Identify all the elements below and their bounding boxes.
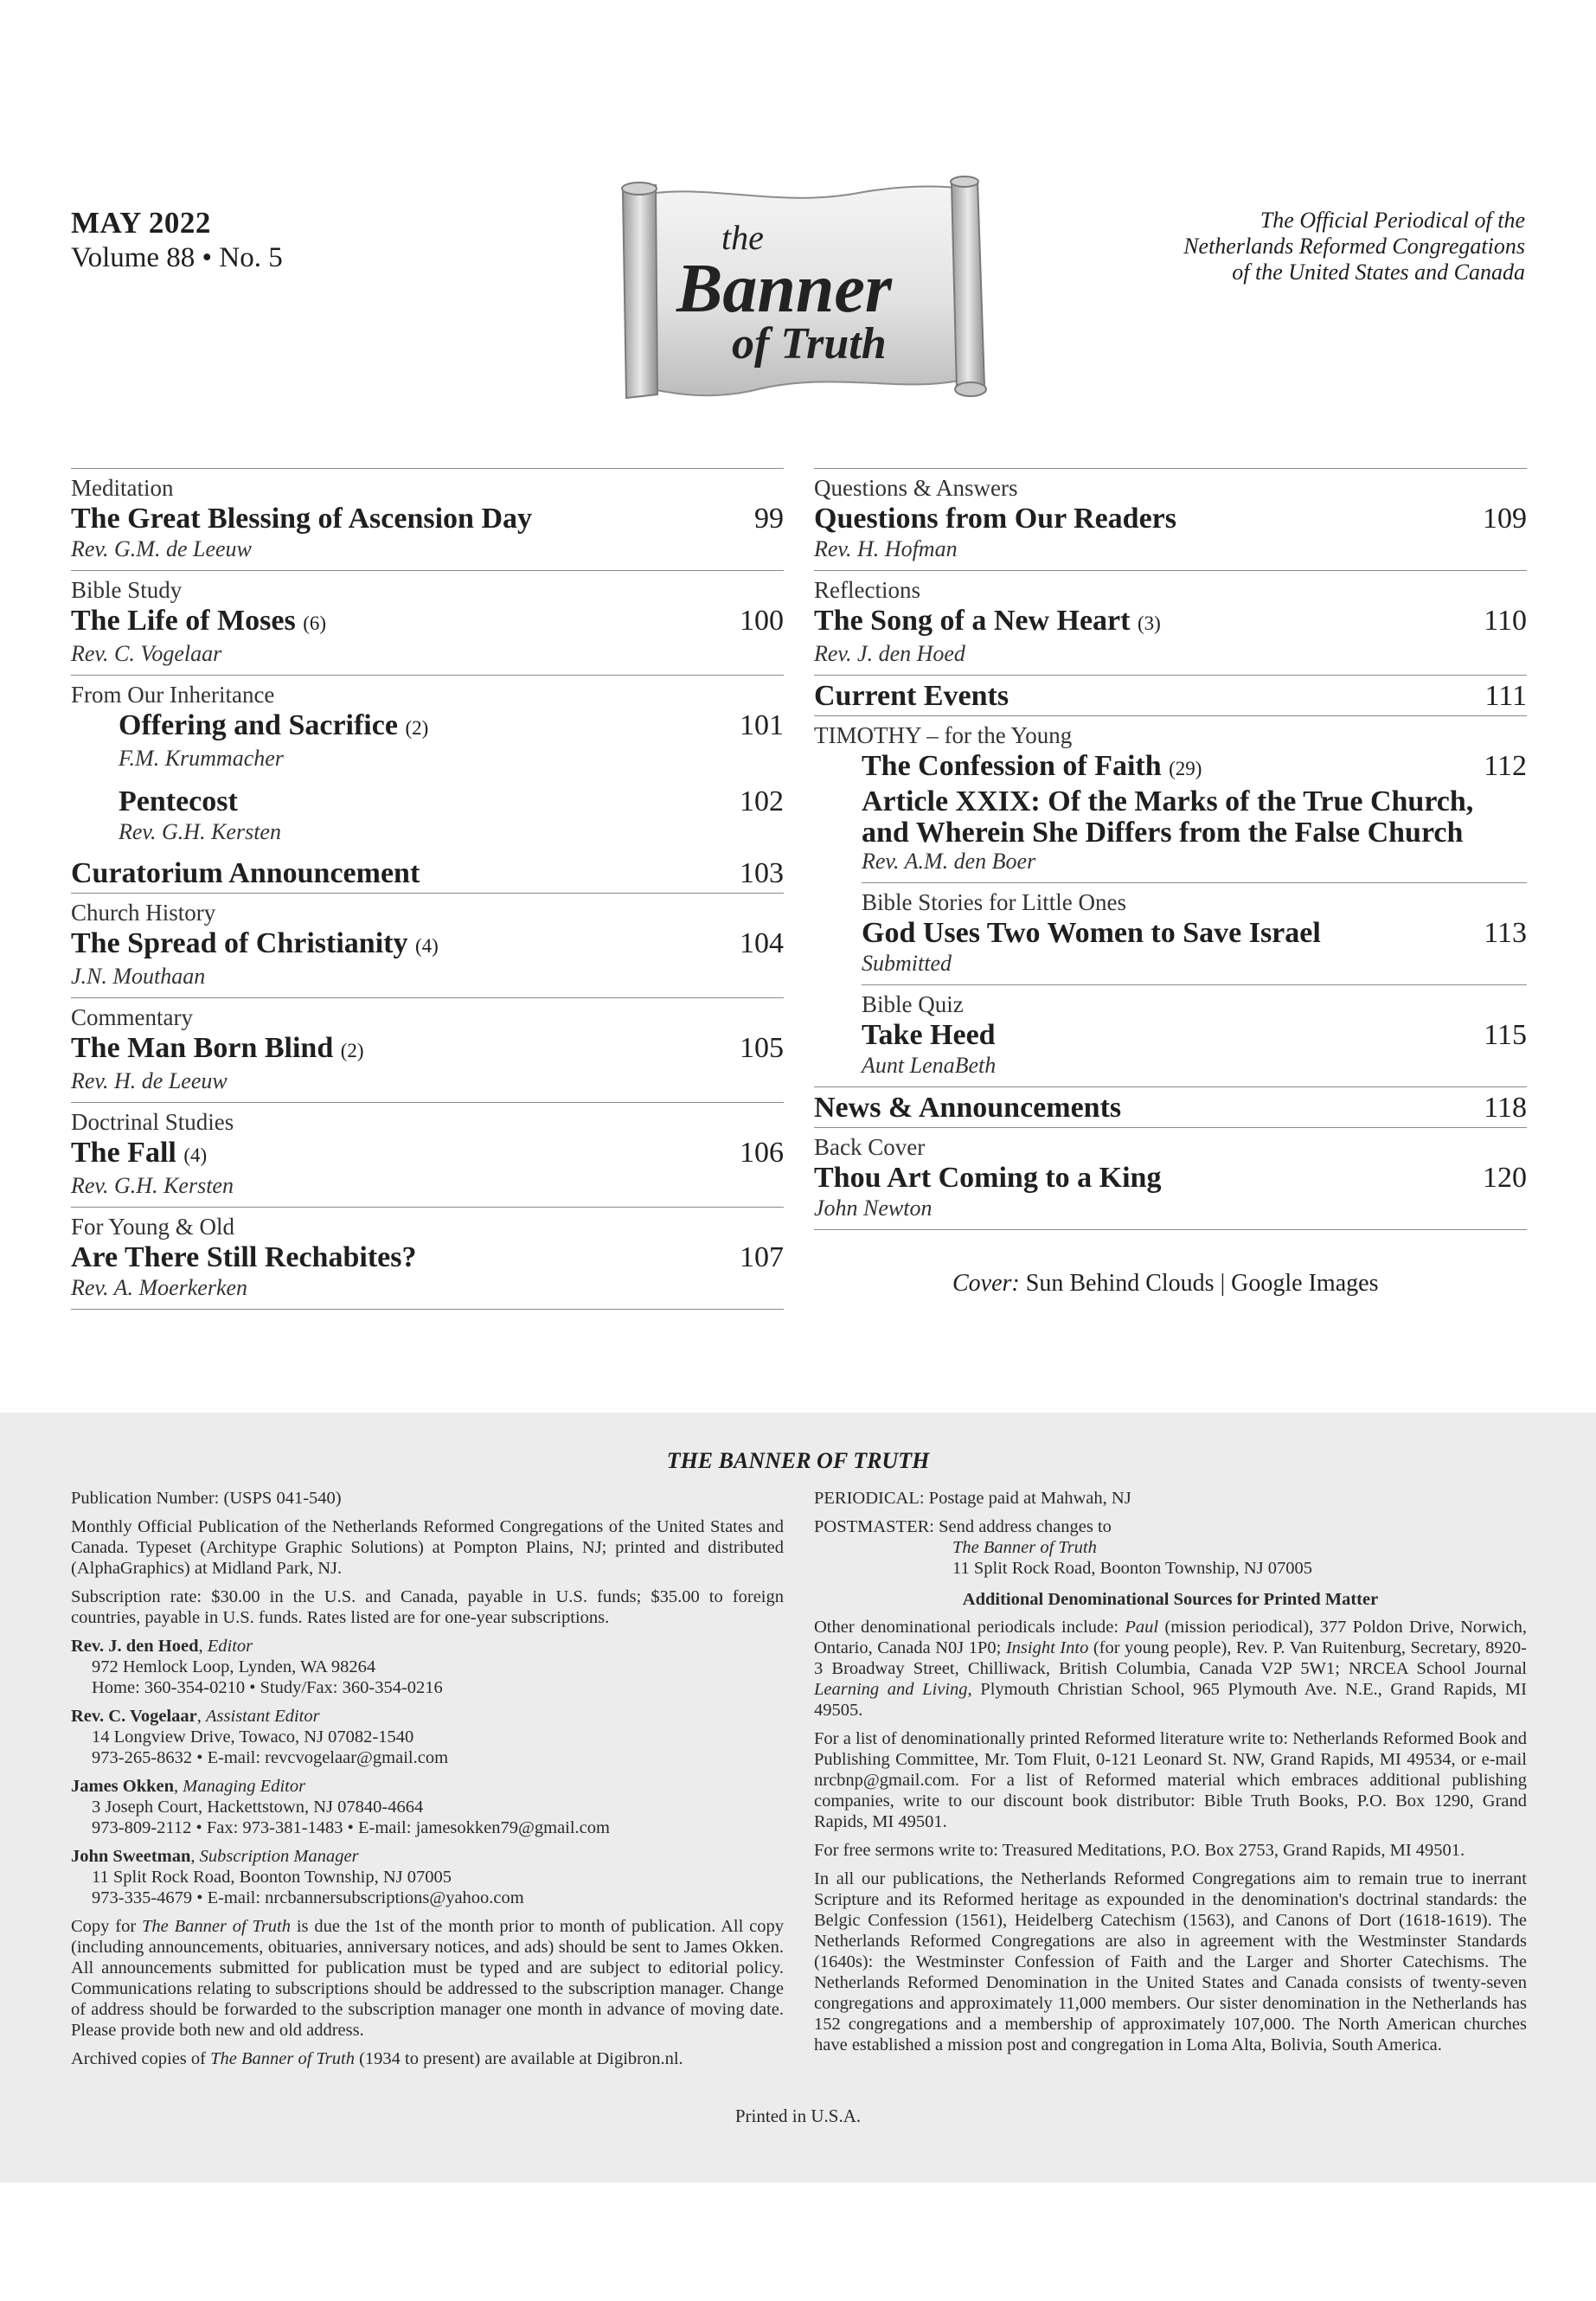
- toc-title[interactable]: Are There Still Rechabites?: [71, 1241, 417, 1273]
- staff-managing-editor: James Okken, Managing Editor 3 Joseph Court, Hackettstown, NJ 07840-4664 973-809-2112 • Fax: 973-381-1483 • E-mail: jamesokken79@gmail.com: [71, 1776, 784, 1838]
- toc-author: John Newton: [814, 1195, 933, 1221]
- postmaster-name: The Banner of Truth: [952, 1538, 1097, 1557]
- sources-paragraph: Other denominational periodicals include: Paul (mission periodical), 377 Poldon Drive, Norwich, Ontario, Canada N0J 1P0; Insight Into (for young people), Rev. P. Van Ruitenburg, Secretary, 8920-3 Broadway Street, Chilliwack, British Columbia, Canada V2P 5W1; NRCEA School Journal Learning and Living, Plymouth Christian School, 965 Plymouth Ave. N.E., Grand Rapids, MI 49505.: [814, 1618, 1527, 1720]
- banner-of-truth-logo: [604, 175, 995, 408]
- sources-heading: Additional Denominational Sources for Printed Matter: [962, 1590, 1379, 1609]
- toc-author: Rev. G.M. de Leeuw: [71, 536, 252, 561]
- toc-entry[interactable]: [71, 675, 784, 779]
- toc-entry[interactable]: [814, 715, 1527, 882]
- toc-page: 120: [1483, 1162, 1527, 1194]
- toc-entry[interactable]: [862, 882, 1527, 984]
- staff-contact: Home: 360-354-0210 • Study/Fax: 360-354-0216: [92, 1678, 443, 1697]
- staff-editor: Rev. J. den Hoed, Editor 972 Hemlock Loop, Lynden, WA 98264 Home: 360-354-0210 • Study/Fax: 360-354-0216: [71, 1636, 784, 1698]
- toc-category: Doctrinal Studies: [71, 1109, 234, 1135]
- toc-author: Aunt LenaBeth: [862, 1053, 997, 1078]
- toc-page: 100: [740, 605, 784, 637]
- toc-page: 112: [1484, 750, 1527, 782]
- toc-page: 111: [1484, 680, 1527, 712]
- toc-category: Bible Quiz: [862, 991, 964, 1017]
- toc-title[interactable]: Questions from Our Readers: [814, 503, 1177, 535]
- toc-part: (4): [414, 935, 439, 957]
- logo-text-banner: Banner: [676, 251, 892, 327]
- staff-address: 3 Joseph Court, Hackettstown, NJ 07840-4664: [92, 1798, 424, 1817]
- toc-category: TIMOTHY – for the Young: [814, 722, 1073, 748]
- toc-category: Commentary: [71, 1004, 193, 1030]
- toc-entry[interactable]: [814, 1127, 1527, 1230]
- postmaster-address: 11 Split Rock Road, Boonton Township, NJ 07005: [952, 1559, 1312, 1578]
- printed-in-usa: Printed in U.S.A.: [734, 2106, 862, 2126]
- staff-contact: 973-809-2112 • Fax: 973-381-1483 • E-mail: jamesokken79@gmail.com: [92, 1818, 610, 1837]
- toc-category: Meditation: [71, 475, 174, 501]
- staff-address: 972 Hemlock Loop, Lynden, WA 98264: [92, 1657, 376, 1676]
- toc-page: 105: [740, 1032, 784, 1064]
- toc-author: Rev. A. Moerkerken: [71, 1275, 248, 1300]
- staff-address: 14 Longview Drive, Towaco, NJ 07082-1540: [92, 1727, 414, 1747]
- toc-page: 110: [1484, 605, 1527, 637]
- toc-title[interactable]: The Great Blessing of Ascension Day: [71, 503, 533, 535]
- toc-page: 99: [754, 503, 784, 535]
- monthly-publication-note: Monthly Official Publication of the Netherlands Reformed Congregations of the United States and Canada. Typeset (Architype Graphic Solutions) at Pompton Plains, NJ; printed and distributed (AlphaGraphics) at Midland Park, NJ.: [71, 1517, 784, 1578]
- toc-title[interactable]: Offering and Sacrifice: [119, 709, 398, 741]
- postmaster-block: [814, 1516, 1527, 1579]
- toc-page: 106: [740, 1137, 784, 1169]
- toc-category: Questions & Answers: [814, 475, 1018, 501]
- tagline-line: The Official Periodical of the: [1259, 208, 1525, 233]
- toc-category: Bible Stories for Little Ones: [862, 889, 1126, 915]
- toc-category: Back Cover: [814, 1134, 926, 1160]
- toc-right-column: [814, 468, 1527, 1230]
- toc-entry[interactable]: [71, 1207, 784, 1310]
- toc-author: Rev. H. de Leeuw: [71, 1068, 228, 1093]
- toc-category: Church History: [71, 900, 216, 926]
- subscription-rate: Subscription rate: $30.00 in the U.S. and Canada, payable in U.S. funds; $35.00 to foreign countries, payable in U.S. funds. Rates listed are for one-year subscriptions.: [71, 1587, 784, 1627]
- toc-title[interactable]: Pentecost: [119, 785, 238, 817]
- toc-category: Reflections: [814, 577, 920, 603]
- toc-part: (6): [303, 612, 327, 634]
- toc-title[interactable]: Curatorium Announcement: [71, 857, 420, 889]
- toc-title[interactable]: God Uses Two Women to Save Israel: [862, 917, 1321, 949]
- toc-category: Bible Study: [71, 577, 183, 603]
- toc-part: (4): [183, 1144, 208, 1166]
- toc-left-column: [71, 468, 784, 1310]
- staff-subscription-manager: John Sweetman, Subscription Manager 11 Split Rock Road, Boonton Township, NJ 07005 973-335-4679 • E-mail: nrcbannersubscriptions@yahoo.com: [71, 1846, 784, 1908]
- toc-subtitle-line: Article XXIX: Of the Marks of the True Church,: [862, 785, 1474, 817]
- toc-page: 102: [740, 785, 784, 817]
- issue-date: MAY 2022: [71, 206, 211, 240]
- staff-role: Managing Editor: [183, 1777, 306, 1796]
- literature-paragraph: For a list of denominationally printed Reformed literature write to: Netherlands Reformed Book and Publishing Committee, Mr. Tom Fluit, 0-121 Leonard St. NW, Grand Rapids, MI 49534, or e-mail nrcbnp@gmail.com. For a list of Reformed material which embraces additional publishing companies, write to our discount book distributor: Bible Truth Books, P.O. Box 1290, Grand Rapids, MI 49501.: [814, 1729, 1527, 1831]
- about-paragraph: In all our publications, the Netherlands Reformed Congregations aim to remain true to inerrant Scripture and its Reformed heritage as expounded in the denomination's doctrinal standards: the Belgic Confession (1561), Heidelberg Catechism (1563), and Canons of Dort (1618-1619). The Netherlands Reformed Congregations are also in agreement with the Westminster Standards (1640s): the Westminster Confession of Faith and the Larger and Shorter Catechisms. The Netherlands Reformed Denomination in the United States and Canada consists of twenty-seven congregations and approximately 11,000 members. Our sister denomination in the Netherlands has 152 congregations and a membership of approximately 107,000. The North American churches have established a mission post and congregation in Loma Alta, Bolivia, South America.: [814, 1869, 1527, 2054]
- cover-label: Cover:: [952, 1270, 1020, 1297]
- toc-entry[interactable]: [71, 1102, 784, 1207]
- toc-part: (2): [340, 1040, 364, 1061]
- masthead-right-column: [814, 1488, 1527, 2063]
- masthead-title: THE BANNER OF TRUTH: [666, 1448, 930, 1473]
- toc-page: 115: [1484, 1019, 1527, 1051]
- toc-title[interactable]: Current Events: [814, 680, 1010, 712]
- cover-credit: [952, 1270, 1378, 1298]
- toc-title[interactable]: The Spread of Christianity: [71, 927, 408, 959]
- tagline-line: of the United States and Canada: [1232, 260, 1525, 285]
- toc-author: Rev. H. Hofman: [814, 536, 958, 561]
- copy-deadline-note: Copy for The Banner of Truth is due the 1st of the month prior to month of publication. All copy (including announcements, obituaries, anniversary notices, and ads) should be sent to James Okken. All announcements submitted for publication must be typed and are subject to editorial policy. Communications relating to subscriptions should be addressed to the subscription manager. Change of address should be forwarded to the subscription manager one month in advance of moving date. Please provide both new and old address.: [71, 1917, 784, 2040]
- toc-title[interactable]: News & Announcements: [814, 1092, 1122, 1124]
- postmaster-line: POSTMASTER: Send address changes to: [814, 1517, 1112, 1536]
- toc-category: From Our Inheritance: [71, 682, 275, 708]
- logo-text-of-truth: of Truth: [732, 319, 887, 369]
- toc-entry[interactable]: [814, 675, 1527, 715]
- toc-author: F.M. Krummacher: [119, 746, 284, 771]
- staff-name: Rev. J. den Hoed: [71, 1637, 199, 1656]
- staff-contact: 973-265-8632 • E-mail: revcvogelaar@gmail.com: [92, 1748, 449, 1767]
- toc-entry[interactable]: [71, 997, 784, 1102]
- toc-author: Rev. G.H. Kersten: [119, 819, 281, 844]
- staff-role: Subscription Manager: [199, 1847, 359, 1866]
- toc-title[interactable]: The Fall: [71, 1137, 176, 1169]
- periodical-note: PERIODICAL: Postage paid at Mahwah, NJ: [814, 1489, 1131, 1508]
- toc-page: 113: [1484, 917, 1527, 949]
- tagline: [1075, 208, 1525, 285]
- staff-name: John Sweetman: [71, 1847, 191, 1866]
- toc-page: 107: [740, 1241, 784, 1273]
- staff-name: Rev. C. Vogelaar: [71, 1707, 197, 1726]
- publication-number: Publication Number: (USPS 041-540): [71, 1489, 342, 1508]
- archive-note: Archived copies of The Banner of Truth (1934 to present) are available at Digibron.nl.: [71, 2049, 683, 2068]
- toc-author: J.N. Mouthaan: [71, 964, 206, 989]
- toc-entry[interactable]: [71, 468, 784, 570]
- toc-title[interactable]: The Life of Moses: [71, 605, 296, 637]
- toc-author: Rev. G.H. Kersten: [71, 1173, 234, 1198]
- toc-title[interactable]: The Confession of Faith: [862, 750, 1162, 782]
- toc-author: Rev. J. den Hoed: [814, 641, 965, 666]
- toc-page: 104: [740, 927, 784, 959]
- toc-author: Rev. C. Vogelaar: [71, 641, 222, 666]
- tagline-line: Netherlands Reformed Congregations: [1183, 234, 1525, 259]
- staff-name: James Okken: [71, 1777, 175, 1796]
- toc-entry[interactable]: [814, 570, 1527, 675]
- toc-part: (2): [405, 717, 429, 739]
- cover-text: Sun Behind Clouds | Google Images: [1025, 1270, 1379, 1297]
- toc-part: (3): [1137, 612, 1161, 634]
- toc-title[interactable]: The Song of a New Heart: [814, 605, 1131, 637]
- staff-contact: 973-335-4679 • E-mail: nrcbannersubscriptions@yahoo.com: [92, 1888, 524, 1907]
- toc-entry[interactable]: [71, 570, 784, 675]
- toc-entry[interactable]: [71, 779, 784, 853]
- toc-part: (29): [1169, 758, 1202, 779]
- toc-entry[interactable]: [71, 853, 784, 893]
- toc-page: 118: [1484, 1092, 1527, 1124]
- toc-title[interactable]: Take Heed: [862, 1019, 996, 1051]
- toc-entry[interactable]: [862, 984, 1527, 1086]
- toc-author: Submitted: [862, 951, 952, 976]
- toc-category: For Young & Old: [71, 1214, 235, 1240]
- toc-title[interactable]: Thou Art Coming to a King: [814, 1162, 1162, 1194]
- issue-volume: Volume 88 • No. 5: [71, 242, 283, 273]
- sermons-paragraph: For free sermons write to: Treasured Meditations, P.O. Box 2753, Grand Rapids, MI 49501.: [814, 1841, 1465, 1860]
- staff-assistant-editor: Rev. C. Vogelaar, Assistant Editor 14 Longview Drive, Towaco, NJ 07082-1540 973-265-8632 • E-mail: revcvogelaar@gmail.com: [71, 1706, 784, 1768]
- masthead-left-column: [71, 1488, 784, 2077]
- toc-subtitle-line: and Wherein She Differs from the False Church: [862, 817, 1464, 849]
- staff-role: Assistant Editor: [206, 1707, 320, 1726]
- toc-page: 101: [740, 709, 784, 741]
- toc-entry[interactable]: [814, 1086, 1527, 1127]
- toc-entry[interactable]: [814, 468, 1527, 570]
- toc-title[interactable]: The Man Born Blind: [71, 1032, 334, 1064]
- staff-address: 11 Split Rock Road, Boonton Township, NJ 07005: [92, 1868, 452, 1887]
- toc-entry[interactable]: [71, 893, 784, 997]
- toc-page: 103: [740, 857, 784, 889]
- staff-role: Editor: [207, 1637, 253, 1656]
- toc-author: Rev. A.M. den Boer: [862, 849, 1036, 874]
- logo-text-the: the: [721, 218, 764, 257]
- toc-page: 109: [1483, 503, 1527, 535]
